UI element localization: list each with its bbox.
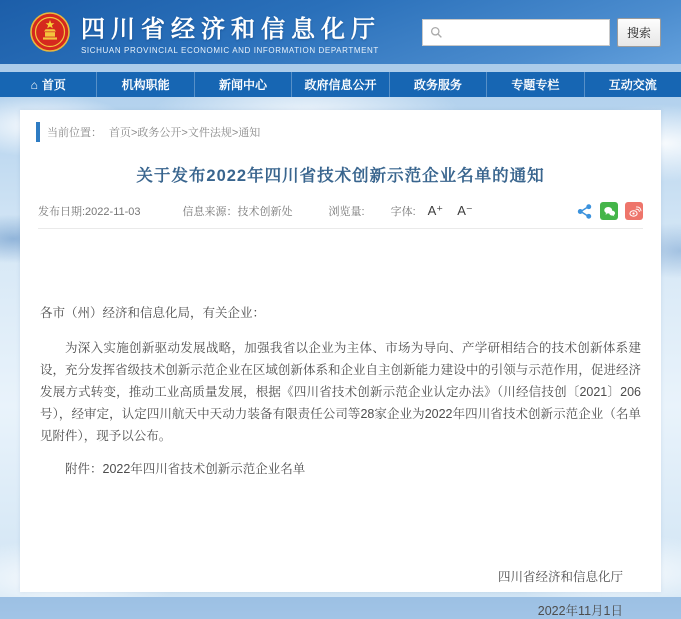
site-header <box>0 0 681 64</box>
nav-item-label: 机构职能 <box>121 78 170 92</box>
national-emblem-icon <box>30 12 70 52</box>
breadcrumb <box>20 110 661 142</box>
salutation: 各市（州）经济和信息化局，有关企业： <box>40 306 266 320</box>
main-paragraph: 为深入实施创新驱动发展战略，加强我省以企业为主体、市场为导向、产学研相结合的技术创新体系建设，充分发挥省级技术创新示范企业在区域创新体系和企业自主创新能力建设中的引领与示范作用，促进经济发展方式转变，推动工业高质量发展，根据《四川省技术创新示范企业认定办法》（川经信技创〔2021〕206号），经审定，认定四川航天中天动力装备有限责任公司等28家企业为2022年四川省技术创新示范企业（名单见附件），现予以公布。 <box>40 341 641 443</box>
nav-item-special-topics[interactable] <box>487 72 584 97</box>
brand-text <box>81 9 381 55</box>
nav-item-label: 专题专栏 <box>511 78 560 92</box>
search-area <box>422 18 661 47</box>
nav-item-label: 新闻中心 <box>219 78 268 92</box>
attachment-line: 附件：2022年四川省技术创新示范企业名单 <box>65 462 306 476</box>
publish-date: 发布日期:2022-11-03 <box>38 206 141 218</box>
nav-item-gov-info[interactable] <box>292 72 389 97</box>
article-meta-bar <box>38 202 643 229</box>
font-size-label: 字体: <box>390 206 416 218</box>
info-source: 信息来源：技术创新处 <box>182 206 293 218</box>
font-decrease-button[interactable]: A⁻ <box>457 203 473 218</box>
weibo-share-icon[interactable] <box>625 202 643 220</box>
nav-item-label: 政府信息公开 <box>304 78 377 92</box>
font-increase-button[interactable]: A⁺ <box>427 203 444 218</box>
nav-item-gov-services[interactable] <box>390 72 487 97</box>
signature-date: 2022年11月1日 <box>537 604 623 618</box>
nav-item-news-center[interactable] <box>195 72 292 97</box>
search-input[interactable] <box>448 25 602 39</box>
main-nav <box>0 72 681 97</box>
brand <box>30 9 381 55</box>
site-title: 四川省经济和信息化厅 <box>81 16 381 43</box>
nav-item-label: 政务服务 <box>413 78 462 92</box>
share-icons <box>576 202 643 220</box>
site-subtitle: SICHUAN PROVINCIAL ECONOMIC AND INFORMATION DEPARTMENT <box>81 46 379 55</box>
nav-item-label: 首页 <box>41 78 66 92</box>
signature: 四川省经济和信息化厅 <box>497 570 623 584</box>
wechat-share-icon[interactable] <box>600 202 618 220</box>
search-box[interactable] <box>422 19 610 46</box>
breadcrumb-bar <box>36 122 40 142</box>
article-title: 关于发布2022年四川省技术创新示范企业名单的通知 <box>136 167 545 185</box>
nav-item-home[interactable] <box>0 72 97 97</box>
views-label: 浏览量: <box>328 206 365 218</box>
breadcrumb-label: 当前位置： <box>47 127 102 139</box>
search-button[interactable]: 搜索 <box>617 18 661 47</box>
breadcrumb-path[interactable]: 首页>政务公开>文件法规>通知 <box>109 127 261 139</box>
share-icon[interactable] <box>576 203 593 220</box>
nav-item-interaction[interactable] <box>585 72 681 97</box>
search-icon <box>430 26 443 39</box>
content-card <box>20 110 661 618</box>
home-icon: ⌂ <box>30 77 38 92</box>
nav-item-org-functions[interactable] <box>97 72 194 97</box>
nav-item-label: 互动交流 <box>608 78 657 92</box>
article-body <box>20 303 661 619</box>
